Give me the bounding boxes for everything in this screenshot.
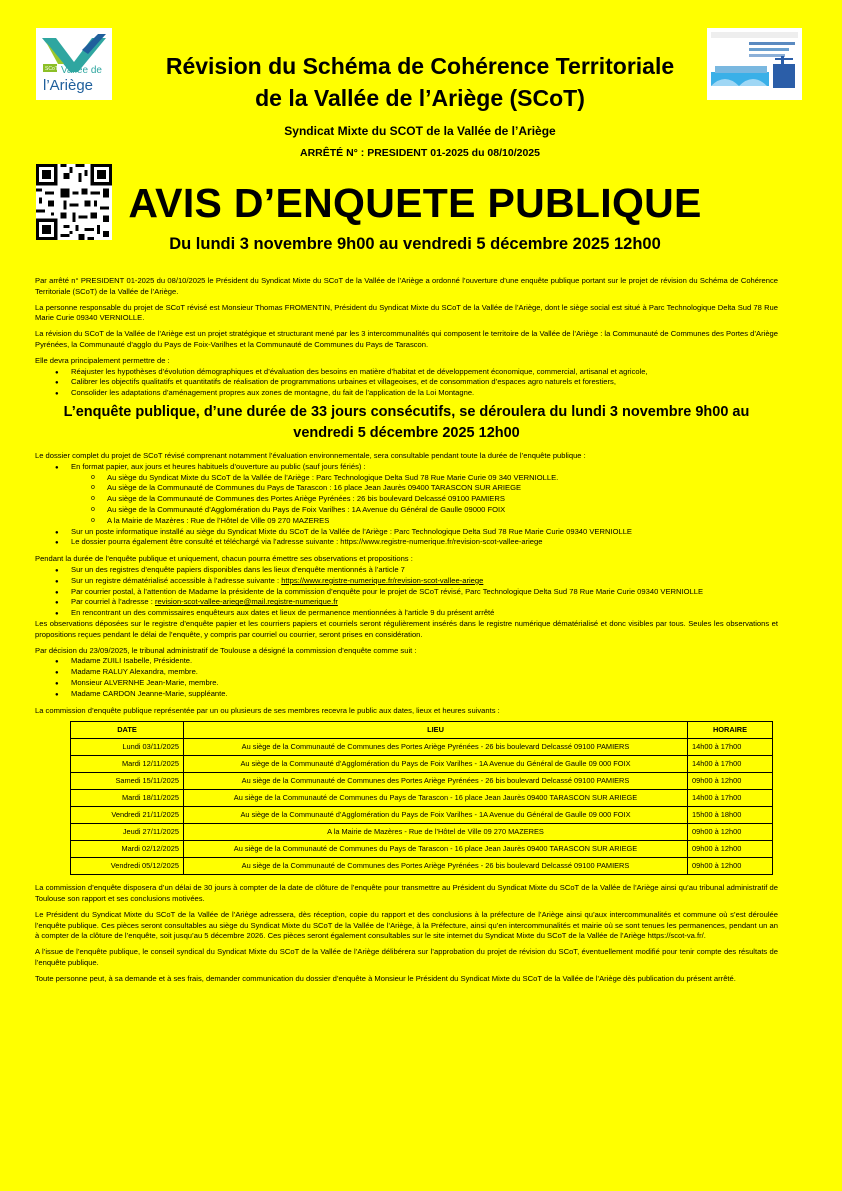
list-item [71,462,778,527]
list-item: ● En rencontrant un des commissaires enquêteurs aux dates et lieux de permanence mentionnées à l’article 9 du présent arrêté [71,608,778,619]
table-cell: Lundi 03/11/2025 [71,739,184,756]
list-item: o Au siège de la Communauté de Communes des Portes Ariège Pyrénées : 26 bis boulevard Delcassé 09100 PAMIERS [107,494,778,505]
table-row [71,841,773,858]
table-cell: Au siège de la Communauté d’Agglomération du Pays de Foix Varilhes - 1A Avenue du Général de Gaulle 09 000 FOIX [184,807,688,824]
title-line-2: de la Vallée de l’Ariège (SCoT) [255,85,585,111]
list-item: ● Le dossier pourra également être consulté et téléchargé via l’adresse suivante : https://www.registre-numerique.fr/revision-scot-vallee-ariege [71,537,778,548]
list-item-text: En format papier, aux jours et heures habituels d’ouverture au public (sauf jours fériés) : [71,461,366,471]
list-item: o Au siège du Syndicat Mixte du SCoT de la Vallée de l’Ariège : Parc Technologique Delta Sud 78 Rue Marie Curie 09 340 VERNIOLLE. [107,473,778,484]
table-cell: Au siège de la Communauté de Communes des Portes Ariège Pyrénées - 26 bis boulevard Delcassé 09100 PAMIERS [184,858,688,875]
list-item: ● Monsieur ALVERNHE Jean-Marie, membre. [71,678,778,689]
avis-heading: AVIS D’ENQUETE PUBLIQUE [128,180,702,226]
paragraph: Par décision du 23/09/2025, le tribunal administratif de Toulouse a désigné la commission d’enquête comme suit : [35,645,417,655]
email-link[interactable]: revision-scot-vallee-ariege@mail.registre-numerique.fr [155,597,338,607]
table-cell: 14h00 à 17h00 [688,790,773,807]
enquete-dates: Du lundi 3 novembre 9h00 au vendredi 5 décembre 2025 12h00 [169,235,661,253]
paragraph: La personne responsable du projet de SCoT révisé est Monsieur Thomas FROMENTIN, Président du Syndicat Mixte du SCoT de la Vallée de l’Ariège, dont le siège social est situé à Parc Technologique Delta Sud 78 Rue Marie Curie 09340 VERNIOLLE. [35,302,778,323]
subtitle: Syndicat Mixte du SCOT de la Vallée de l’Ariège [284,124,556,138]
table-cell: Au siège de la Communauté de Communes du Pays de Tarascon - 16 place Jean Jaurès 09400 TARASCON SUR ARIEGE [184,841,688,858]
list-item-text: Par courriel à l’adresse : [71,597,155,607]
list-item: ● Par courrier postal, à l’attention de Madame la présidente de la commission d’enquête pour le projet de SCoT révisé, Parc Technologique Delta Sud 78 Rue Marie Curie 09340 VERNIOLLE [71,587,778,598]
table-cell: Au siège de la Communauté d’Agglomération du Pays de Foix Varilhes - 1A Avenue du Général de Gaulle 09 000 FOIX [184,756,688,773]
places-list [71,473,778,527]
paragraph: Le Président du Syndicat Mixte du SCoT de la Vallée de l’Ariège adressera, dès réception, copie du rapport et des conclusions à la préfecture de l’Ariège ainsi qu’aux intercommunalités et commune où s’est déroulée l’enquête publique. Ces pièces seront consultables au siège du Syndicat Mixte du SCoT de la Vallée de l’Ariège, à la Préfecture, ainsi qu’en intercommunalités et mairie où se sont tenues les permanences, pendant un an à compter de la clôture de l’enquête, soit jusqu’au 5 décembre 2026. Ces pièces seront également consultables sur le site internet du Syndicat Mixte du SCoT de la Vallée de l’Ariège https://scot-va.fr/. [35,909,778,941]
paragraph: A l’issue de l’enquête publique, le conseil syndical du Syndicat Mixte du SCoT de la Vallée de l’Ariège délibérera sur l’approbation du projet de révision du SCoT, éventuellement modifié pour tenir compte des résultats de l’enquête publique. [35,947,778,968]
list-item [71,576,778,587]
table-cell: Vendredi 05/12/2025 [71,858,184,875]
table-cell: Mardi 12/11/2025 [71,756,184,773]
table-cell: Mardi 02/12/2025 [71,841,184,858]
table-row [71,807,773,824]
table-header: HORAIRE [688,722,773,739]
list-item: ● Consolider les adaptations d’aménagement propres aux zones de montagne, du fait de l’application de la Loi Montagne. [71,388,778,399]
table-cell: 09h00 à 12h00 [688,858,773,875]
table-cell: Samedi 15/11/2025 [71,773,184,790]
table-cell: Jeudi 27/11/2025 [71,824,184,841]
table-header-row [71,722,773,739]
list-item: ● Réajuster les hypothèses d’évolution démographiques et d’évaluation des besoins en matière d’habitat et de développement économique, commercial, artisanal et agricole, [71,367,778,378]
qr-code[interactable] [36,164,112,240]
commission-list [35,656,778,699]
list-item: o A la Mairie de Mazères : Rue de l’Hôtel de Ville 09 270 MAZERES [107,516,778,527]
list-item [71,597,778,608]
paragraph: Le dossier complet du projet de SCoT révisé comprenant notamment l’évaluation environnementale, sera consultable pendant toute la durée de l’enquête publique : [35,450,586,460]
paragraph: Toute personne peut, à sa demande et à ses frais, demander communication du dossier d’enquête à Monsieur le Président du Syndicat Mixte du SCoT de la Vallée de l’Ariège dès publication du présent arrêté. [35,973,736,983]
paragraph: Les observations déposées sur le registre d’enquête papier et les courriers papiers et courriels seront régulièrement insérés dans le registre numérique dématérialisé et donc visibles par tous. Seules les observations et propositions reçues pendant le délai de l’enquête, y compris par courriel ou courrier, seront prises en considération. [35,618,778,639]
table-cell: 15h00 à 18h00 [688,807,773,824]
table-row [71,756,773,773]
table-header: LIEU [184,722,688,739]
paragraph: Pendant la durée de l’enquête publique et uniquement, chacun pourra émettre ses observations et propositions : [35,554,413,564]
table-cell: 09h00 à 12h00 [688,824,773,841]
paragraph: La commission d’enquête publique représentée par un ou plusieurs de ses membres recevra le public aux dates, lieux et heures suivants : [35,705,500,715]
table-row [71,858,773,875]
list-item: o Au siège de la Communauté de Communes du Pays de Tarascon : 16 place Jean Jaurès 09400 TARASCON SUR ARIEGE [107,483,778,494]
table-row [71,790,773,807]
table-row [71,739,773,756]
paragraph: La révision du SCoT de la Vallée de l’Ariège est un projet stratégique et structurant mené par les 3 intercommunalités qui composent le territoire de la Vallée de l’Ariège : la Communauté de Communes des Portes d’Ariège Pyrénées, la Communauté d’agglo du Pays de Foix-Varilhes et la Communauté de Communes du Pays de Tarascon. [35,329,778,349]
table-cell: 09h00 à 12h00 [688,773,773,790]
table-cell: 14h00 à 17h00 [688,739,773,756]
document-body [35,276,778,990]
table-cell: A la Mairie de Mazères - Rue de l’Hôtel de Ville 09 270 MAZERES [184,824,688,841]
table-row [71,773,773,790]
table-row [71,824,773,841]
list-item-text: Sur un registre dématérialisé accessible à l’adresse suivante : [71,575,282,585]
paragraph: Elle devra principalement permettre de : [35,355,170,365]
table-cell: Au siège de la Communauté de Communes des Portes Ariège Pyrénées - 26 bis boulevard Delcassé 09100 PAMIERS [184,739,688,756]
list-item: ● Sur un des registres d’enquête papiers disponibles dans les lieux d’enquête mentionnés à l’article 7 [71,565,778,576]
table-cell: Mardi 18/11/2025 [71,790,184,807]
svg-text:SCoT: SCoT [45,66,58,72]
arrete-number: ARRÊTÉ N° : PRESIDENT 01-2025 du 08/10/2025 [300,147,540,159]
consultation-list [35,462,778,548]
document-title [115,50,725,114]
table-cell: Au siège de la Communauté de Communes des Portes Ariège Pyrénées - 26 bis boulevard Delcassé 09100 PAMIERS [184,773,688,790]
list-item: ● Sur un poste informatique installé au siège du Syndicat Mixte du SCoT de la Vallée de l’Ariège : Parc Technologique Delta Sud 78 Rue Marie Curie 09340 VERNIOLLE [71,527,778,538]
table-cell: Au siège de la Communauté de Communes du Pays de Tarascon - 16 place Jean Jaurès 09400 TARASCON SUR ARIEGE [184,790,688,807]
aims-list [35,367,778,399]
table-cell: 14h00 à 17h00 [688,756,773,773]
table-cell: Vendredi 21/11/2025 [71,807,184,824]
paragraph: La commission d’enquête disposera d’un délai de 30 jours à compter de la date de clôture de l’enquête pour transmettre au Président du Syndicat Mixte du SCoT de la Vallée de l’Ariège ainsi qu’au tribunal administratif de Toulouse son rapport et ses conclusions motivées. [35,883,778,904]
permanences-table [70,721,773,875]
table-cell: 09h00 à 12h00 [688,841,773,858]
paragraph: Par arrêté n° PRESIDENT 01-2025 du 08/10/2025 le Président du Syndicat Mixte du SCoT de la Vallée de l’Ariège a ordonné l’ouverture d’une enquête publique portant sur le projet de révision du Schéma de Cohérence Territoriale (SCoT) de la Vallée de l’Ariège. [35,276,778,296]
table-header: DATE [71,722,184,739]
scot-logo [36,28,112,100]
list-item: ● Madame ZUILI Isabelle, Présidente. [71,656,778,667]
list-item: o Au siège de la Communauté d’Agglomération du Pays de Foix Varilhes : 1A Avenue du Général de Gaulle 09000 FOIX [107,505,778,516]
list-item: ● Madame RALUY Alexandra, membre. [71,667,778,678]
svg-text:Vallée de: Vallée de [61,65,102,76]
title-line-1: Révision du Schéma de Cohérence Territoriale [165,53,675,79]
section-heading: L’enquête publique, d’une durée de 33 jours consécutifs, se déroulera du lundi 3 novembre 9h00 au vendredi 5 décembre 2025 12h00 [63,403,750,441]
list-item: ● Madame CARDON Jeanne-Marie, suppléante. [71,689,778,700]
list-item: ● Calibrer les objectifs qualitatifs et quantitatifs de réalisation de programmations urbaines et villageoises, et de consommation d’espaces agro naturels et forestiers, [71,377,778,388]
observations-list [35,565,778,619]
registre-link[interactable]: https://www.registre-numerique.fr/revision-scot-vallee-ariege [281,575,484,585]
svg-text:l’Ariège: l’Ariège [43,77,94,94]
